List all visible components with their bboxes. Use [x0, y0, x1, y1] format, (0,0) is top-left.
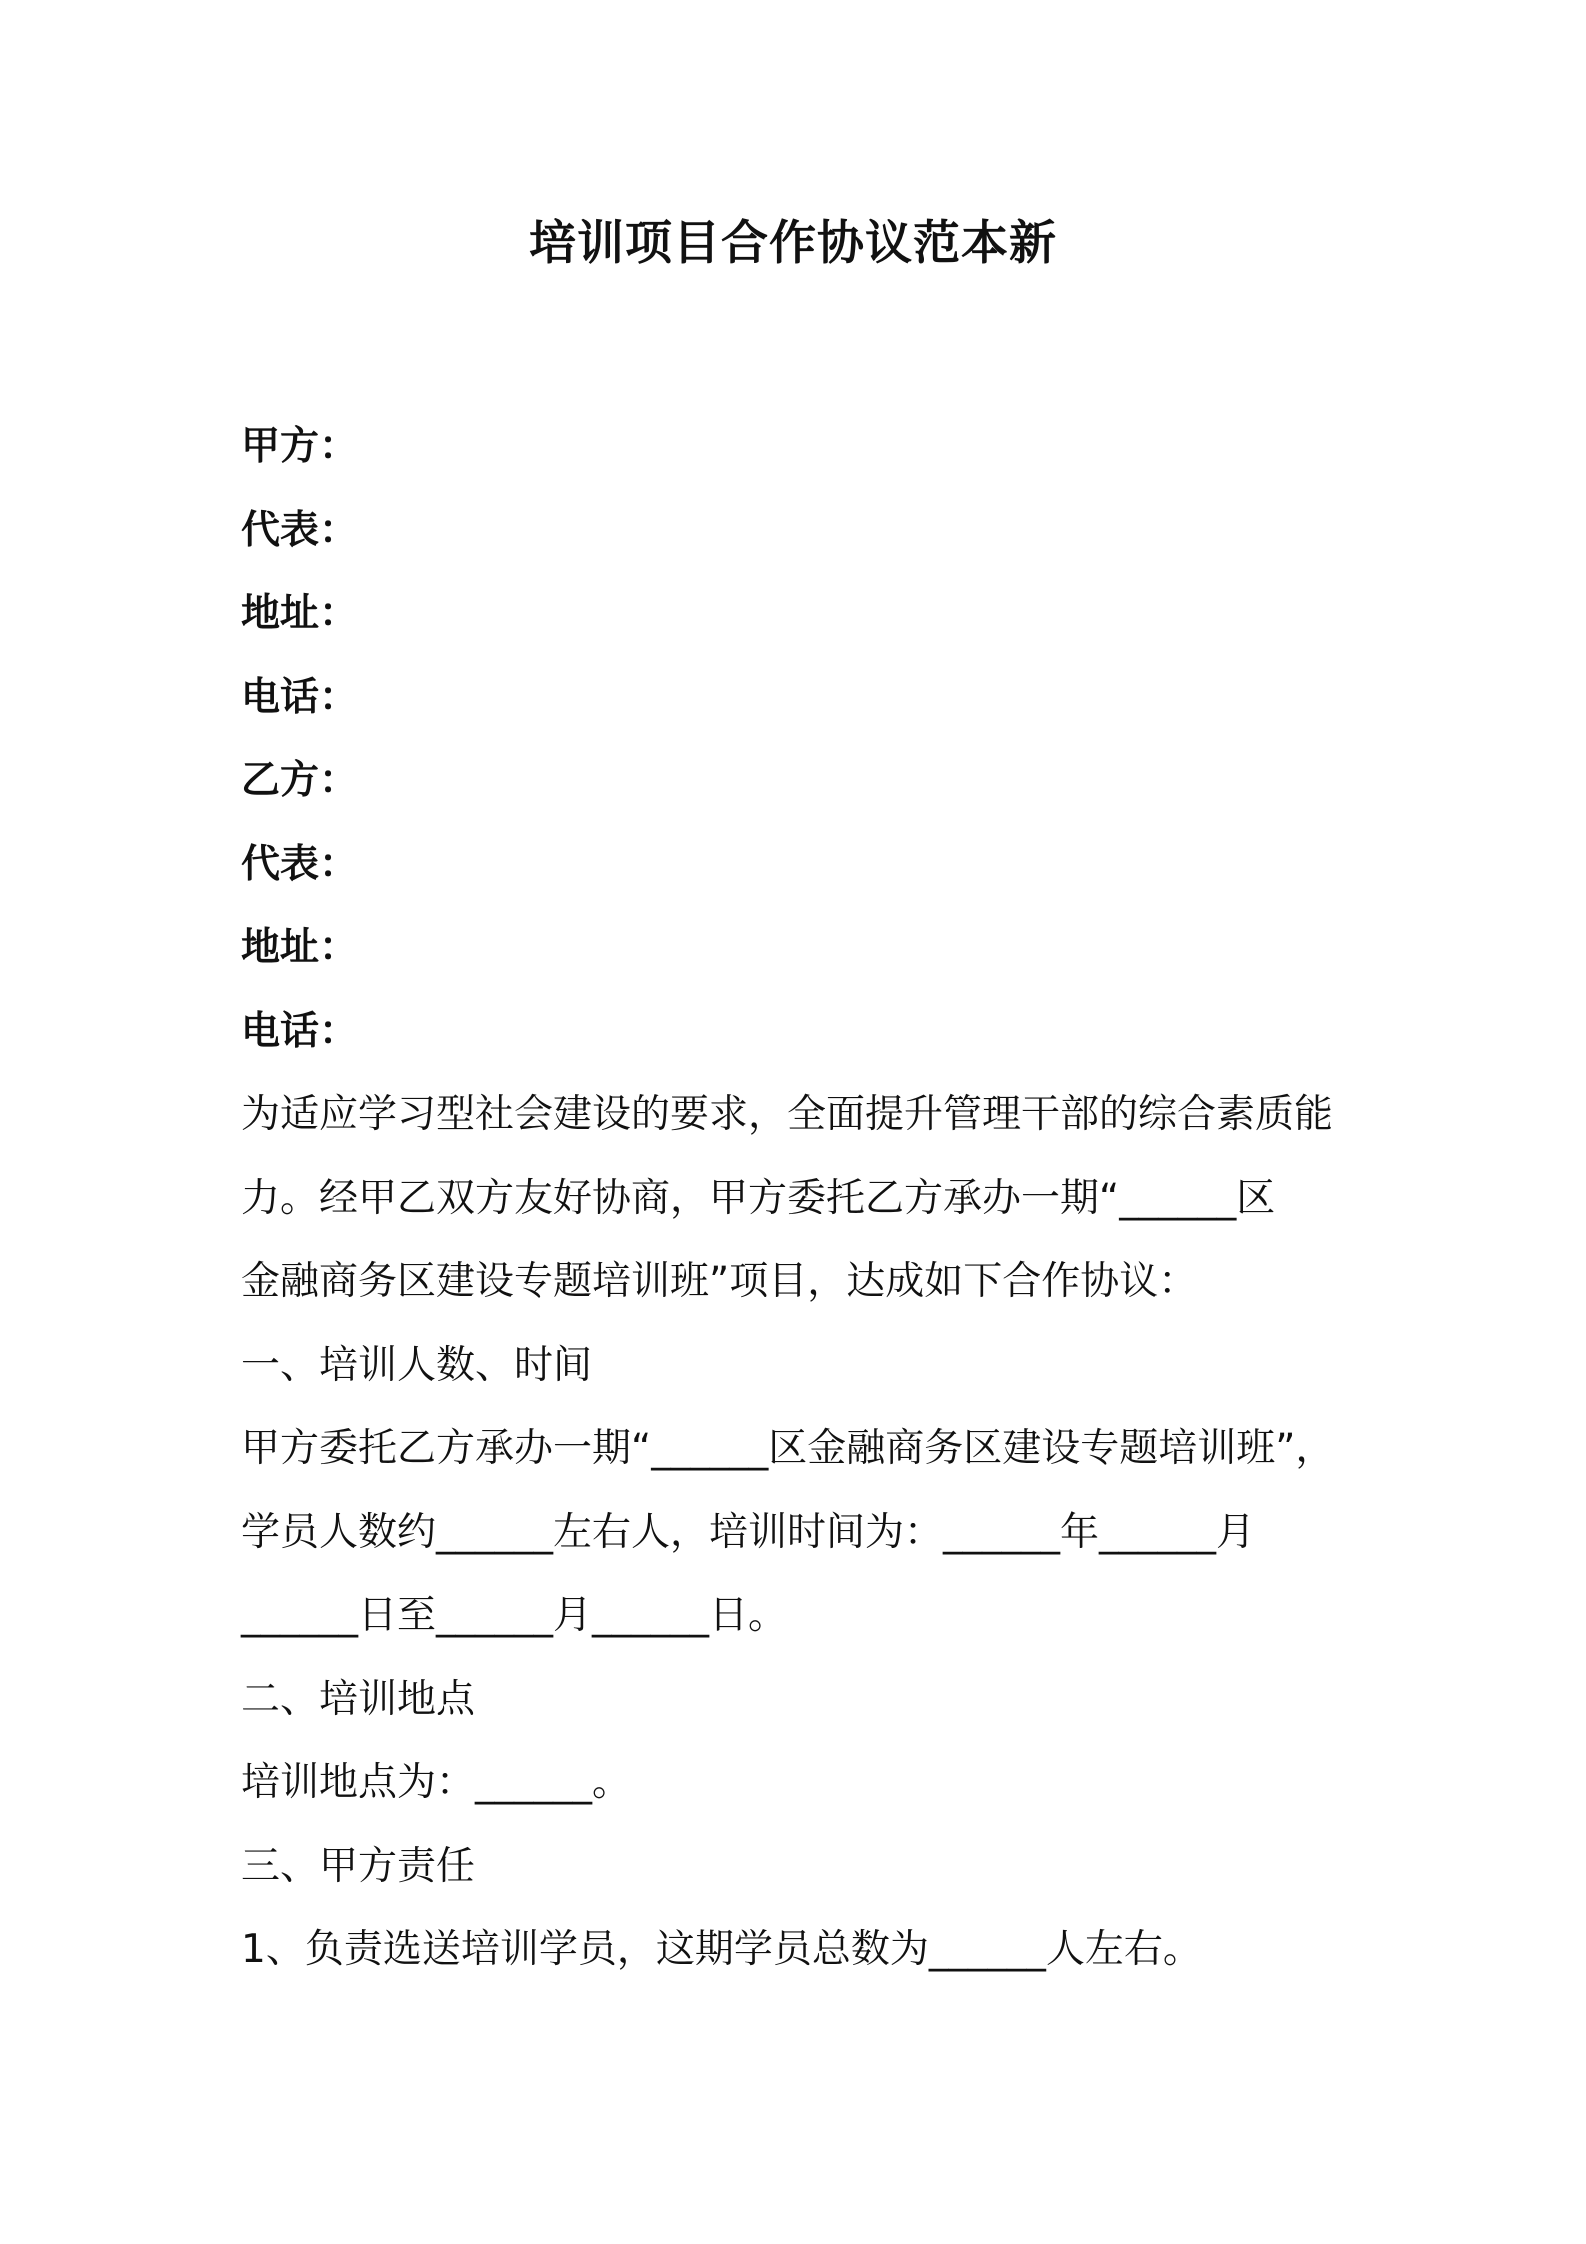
- party-a-label: 甲方：: [241, 424, 359, 469]
- party-b-address-label: 地址：: [241, 925, 359, 970]
- document-title: 培训项目合作协议范本新: [529, 216, 1057, 271]
- section-paragraph-line: ______日至______月______日。: [241, 1593, 788, 1638]
- document-body: [241, 405, 1371, 1992]
- intro-line: 为适应学习型社会建设的要求，全面提升管理干部的综合素质能: [241, 1092, 1334, 1137]
- party-b-label: 乙方：: [241, 758, 359, 803]
- intro-line: 力。经甲乙双方友好协商，甲方委托乙方承办一期“______区: [241, 1175, 1276, 1221]
- section-paragraph-line: 学员人数约______左右人，培训时间为：______年______月: [241, 1509, 1256, 1555]
- intro-line: 金融商务区建设专题培训班”项目，达成如下合作协议：: [241, 1259, 1198, 1304]
- section-paragraph-line: 1、负责选送培训学员，这期学员总数为______人左右。: [241, 1927, 1202, 1972]
- section-heading: 二、培训地点: [241, 1676, 476, 1722]
- section-paragraph-line: 培训地点为：______。: [241, 1760, 632, 1805]
- party-a-address-label: 地址：: [241, 591, 359, 636]
- party-b-representative-label: 代表：: [241, 841, 359, 887]
- party-a-phone-label: 电话：: [241, 674, 359, 720]
- party-a-representative-label: 代表：: [241, 507, 359, 553]
- section-heading: 一、培训人数、时间: [241, 1342, 593, 1388]
- party-b-phone-label: 电话：: [241, 1008, 359, 1054]
- section-heading: 三、甲方责任: [241, 1843, 476, 1889]
- section-paragraph-line: 甲方委托乙方承办一期“______区金融商务区建设专题培训班”，: [241, 1426, 1335, 1471]
